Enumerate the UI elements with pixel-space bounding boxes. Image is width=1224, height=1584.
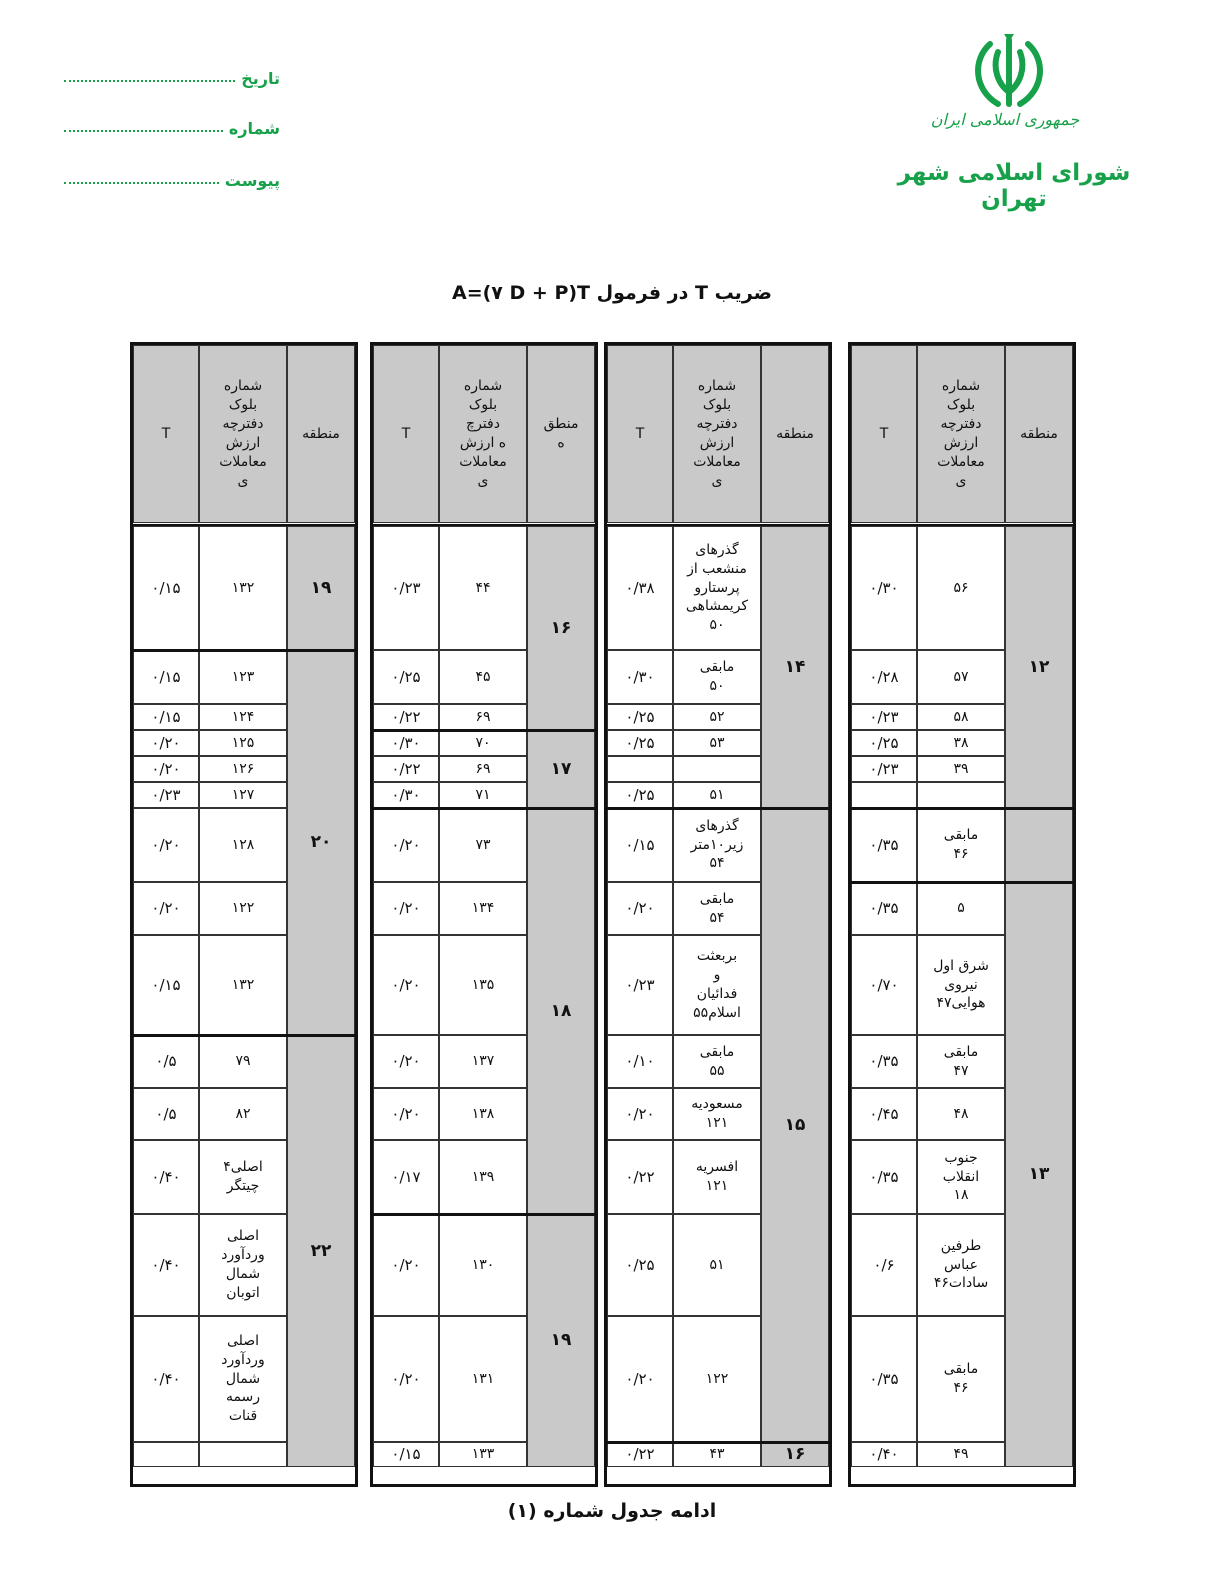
attachment-label: پیوست	[224, 171, 280, 190]
block-cell: ۵۱	[673, 1214, 761, 1316]
header-zone: منطق ه	[527, 345, 595, 523]
block-cell: ۱۳۵	[439, 935, 527, 1035]
block-cell: طرفین عباس سادات۴۶	[917, 1214, 1005, 1316]
block-cell: ۷۳	[439, 808, 527, 882]
header-t: T	[851, 345, 917, 523]
table-panel-1	[848, 342, 1076, 1487]
header-block: شماره بلوک دفترچه ارزش معاملات ی	[673, 345, 761, 523]
t-cell: ۰/۲۲	[607, 1140, 673, 1214]
block-cell: ۱۲۷	[199, 782, 287, 808]
t-cell: ۰/۲۰	[133, 808, 199, 882]
block-cell: ۱۳۲	[199, 935, 287, 1035]
block-cell: ۱۳۲	[199, 526, 287, 650]
t-cell: ۰/۳۰	[373, 730, 439, 756]
zone-cell: ۱۵	[761, 808, 829, 1442]
coefficient-tables	[130, 342, 1088, 1487]
number-label: شماره	[228, 119, 280, 138]
block-cell: مابقی ۴۶	[917, 1316, 1005, 1442]
zone-cell: ۱۶	[527, 526, 595, 730]
t-cell: ۰/۱۵	[133, 526, 199, 650]
block-cell: ۵۳	[673, 730, 761, 756]
t-cell: ۰/۲۰	[133, 730, 199, 756]
t-cell: ۰/۳۵	[851, 808, 917, 882]
block-cell: ۱۲۶	[199, 756, 287, 782]
t-cell: ۰/۴۵	[851, 1088, 917, 1140]
table-panel-3	[370, 342, 598, 1487]
block-cell: اصلی۴ چیتگر	[199, 1140, 287, 1214]
block-cell: ۵۷	[917, 650, 1005, 704]
table-panel-2	[604, 342, 832, 1487]
t-cell: ۰/۲۰	[607, 1316, 673, 1442]
header-block: شماره بلوک دفترچ ه ارزش معاملات ی	[439, 345, 527, 523]
block-cell: ۷۱	[439, 782, 527, 808]
zone-cell	[1005, 808, 1073, 882]
attachment-field	[64, 164, 280, 190]
block-cell: مابقی ۵۰	[673, 650, 761, 704]
block-cell: ۳۸	[917, 730, 1005, 756]
zone-cell: ۱۹	[287, 526, 355, 650]
t-cell: ۰/۳۵	[851, 1140, 917, 1214]
t-cell: ۰/۴۰	[851, 1442, 917, 1467]
t-cell: ۰/۳۸	[607, 526, 673, 650]
block-cell: اصلی وردآورد شمال اتوبان	[199, 1214, 287, 1316]
header-t: T	[133, 345, 199, 523]
block-cell: ۵۲	[673, 704, 761, 730]
t-cell: ۰/۲۰	[373, 935, 439, 1035]
block-cell: مابقی ۵۴	[673, 882, 761, 935]
t-cell: ۰/۱۵	[607, 808, 673, 882]
t-cell	[607, 756, 673, 782]
block-cell: ۱۲۸	[199, 808, 287, 882]
block-cell: مابقی ۵۵	[673, 1035, 761, 1088]
t-cell: ۰/۳۵	[851, 1316, 917, 1442]
block-cell: ۱۳۹	[439, 1140, 527, 1214]
block-cell: ۱۲۲	[673, 1316, 761, 1442]
block-cell: ۱۲۴	[199, 704, 287, 730]
t-cell: ۰/۲۵	[851, 730, 917, 756]
zone-cell: ۱۷	[527, 730, 595, 808]
block-cell	[199, 1442, 287, 1467]
block-cell: مابقی ۴۶	[917, 808, 1005, 882]
block-cell: ۱۲۳	[199, 650, 287, 704]
zone-cell: ۱۸	[527, 808, 595, 1214]
header-block: شماره بلوک دفترچه ارزش معاملات ی	[199, 345, 287, 523]
block-cell: ۱۲۵	[199, 730, 287, 756]
block-cell: ۱۳۸	[439, 1088, 527, 1140]
group-separator	[133, 1034, 355, 1037]
t-cell: ۰/۲۰	[133, 756, 199, 782]
block-cell: ۵	[917, 882, 1005, 935]
header-t: T	[607, 345, 673, 523]
t-cell: ۰/۲۰	[373, 1316, 439, 1442]
date-label: تاریخ	[241, 69, 280, 88]
block-cell: ۱۲۲	[199, 882, 287, 935]
table-panel-4	[130, 342, 358, 1487]
block-cell: ۵۱	[673, 782, 761, 808]
t-cell	[851, 782, 917, 808]
t-cell: ۰/۳۵	[851, 882, 917, 935]
t-cell: ۰/۲۳	[851, 704, 917, 730]
block-cell: ۱۳۷	[439, 1035, 527, 1088]
t-cell: ۰/۲۰	[373, 1088, 439, 1140]
page-title: ضریب T در فرمول A=(۷ D + P)T	[452, 282, 772, 304]
zone-cell: ۲۰	[287, 650, 355, 1035]
t-cell: ۰/۲۰	[373, 1214, 439, 1316]
group-separator	[133, 649, 355, 652]
block-cell: افسریه ۱۲۱	[673, 1140, 761, 1214]
t-cell: ۰/۲۳	[607, 935, 673, 1035]
t-cell: ۰/۳۰	[607, 650, 673, 704]
header-zone: منطقه	[287, 345, 355, 523]
group-separator	[851, 807, 1073, 810]
block-cell: ۷۹	[199, 1035, 287, 1088]
t-cell: ۰/۲۰	[373, 882, 439, 935]
t-cell: ۰/۲۰	[373, 808, 439, 882]
block-cell: ۴۸	[917, 1088, 1005, 1140]
number-field	[64, 112, 280, 138]
t-cell: ۰/۲۳	[133, 782, 199, 808]
t-cell: ۰/۴۰	[133, 1140, 199, 1214]
group-separator	[373, 1213, 595, 1216]
header-zone: منطقه	[761, 345, 829, 523]
t-cell: ۰/۴۰	[133, 1214, 199, 1316]
council-name: شورای اسلامی شهر تهران	[897, 160, 1131, 212]
t-cell: ۰/۲۲	[373, 704, 439, 730]
block-cell: ۵۸	[917, 704, 1005, 730]
block-cell: گذرهای زیر۱۰متر ۵۴	[673, 808, 761, 882]
t-cell: ۰/۱۰	[607, 1035, 673, 1088]
group-separator	[607, 807, 829, 810]
group-separator	[373, 729, 595, 732]
zone-cell: ۱۳	[1005, 882, 1073, 1467]
t-cell: ۰/۲۰	[607, 882, 673, 935]
t-cell: ۰/۴۰	[133, 1316, 199, 1442]
t-cell: ۰/۲۰	[373, 1035, 439, 1088]
t-cell: ۰/۲۲	[607, 1442, 673, 1467]
t-cell: ۰/۳۰	[373, 782, 439, 808]
block-cell: ۱۳۳	[439, 1442, 527, 1467]
t-cell: ۰/۲۵	[607, 704, 673, 730]
number-dotted-line	[64, 130, 223, 132]
t-cell: ۰/۱۵	[133, 650, 199, 704]
block-cell: ۵۶	[917, 526, 1005, 650]
block-cell: ۱۳۱	[439, 1316, 527, 1442]
header-block: شماره بلوک دفترچه ارزش معاملات ی	[917, 345, 1005, 523]
group-separator	[851, 881, 1073, 884]
attachment-dotted-line	[64, 182, 219, 184]
date-field	[64, 62, 280, 88]
t-cell: ۰/۲۵	[607, 782, 673, 808]
zone-cell: ۱۹	[527, 1214, 595, 1467]
t-cell: ۰/۲۲	[373, 756, 439, 782]
block-cell	[917, 782, 1005, 808]
block-cell: مابقی ۴۷	[917, 1035, 1005, 1088]
table-caption: ادامه جدول شماره (۱)	[507, 1500, 717, 1522]
t-cell: ۰/۶	[851, 1214, 917, 1316]
block-cell: اصلی وردآورد شمال رسمه قنات	[199, 1316, 287, 1442]
t-cell: ۰/۳۰	[851, 526, 917, 650]
t-cell: ۰/۱۵	[373, 1442, 439, 1467]
block-cell: ۴۹	[917, 1442, 1005, 1467]
header-t: T	[373, 345, 439, 523]
block-cell: ۶۹	[439, 756, 527, 782]
t-cell: ۰/۲۳	[851, 756, 917, 782]
block-cell: شرق اول نیروی هوایی۴۷	[917, 935, 1005, 1035]
t-cell: ۰/۲۵	[607, 730, 673, 756]
t-cell: ۰/۳۵	[851, 1035, 917, 1088]
block-cell: مسعودیه ۱۲۱	[673, 1088, 761, 1140]
block-cell: ۱۳۰	[439, 1214, 527, 1316]
emblem-caption: جمهوری اسلامی ایران	[930, 110, 1080, 129]
zone-cell: ۱۲	[1005, 526, 1073, 808]
block-cell: ۸۲	[199, 1088, 287, 1140]
t-cell	[133, 1442, 199, 1467]
t-cell: ۰/۲۵	[607, 1214, 673, 1316]
date-dotted-line	[64, 80, 235, 82]
t-cell: ۰/۵	[133, 1088, 199, 1140]
t-cell: ۰/۲۳	[373, 526, 439, 650]
iran-emblem-icon	[968, 30, 1050, 112]
t-cell: ۰/۲۵	[373, 650, 439, 704]
t-cell: ۰/۱۵	[133, 704, 199, 730]
zone-cell: ۱۶	[761, 1442, 829, 1467]
header-zone: منطقه	[1005, 345, 1073, 523]
block-cell: ۷۰	[439, 730, 527, 756]
block-cell: ۶۹	[439, 704, 527, 730]
block-cell: ۱۳۴	[439, 882, 527, 935]
block-cell	[673, 756, 761, 782]
block-cell: گذرهای منشعب از پرستارو کریمشاهی ۵۰	[673, 526, 761, 650]
t-cell: ۰/۷۰	[851, 935, 917, 1035]
block-cell: ۴۵	[439, 650, 527, 704]
group-separator	[607, 1441, 829, 1444]
zone-cell: ۱۴	[761, 526, 829, 808]
t-cell: ۰/۱۵	[133, 935, 199, 1035]
t-cell: ۰/۱۷	[373, 1140, 439, 1214]
group-separator	[373, 807, 595, 810]
block-cell: ۴۴	[439, 526, 527, 650]
t-cell: ۰/۲۰	[133, 882, 199, 935]
zone-cell: ۲۲	[287, 1035, 355, 1467]
block-cell: جنوب انقلاب ۱۸	[917, 1140, 1005, 1214]
t-cell: ۰/۲۸	[851, 650, 917, 704]
block-cell: ۴۳	[673, 1442, 761, 1467]
block-cell: بربعثت و فدائیان اسلام۵۵	[673, 935, 761, 1035]
t-cell: ۰/۵	[133, 1035, 199, 1088]
block-cell: ۳۹	[917, 756, 1005, 782]
t-cell: ۰/۲۰	[607, 1088, 673, 1140]
